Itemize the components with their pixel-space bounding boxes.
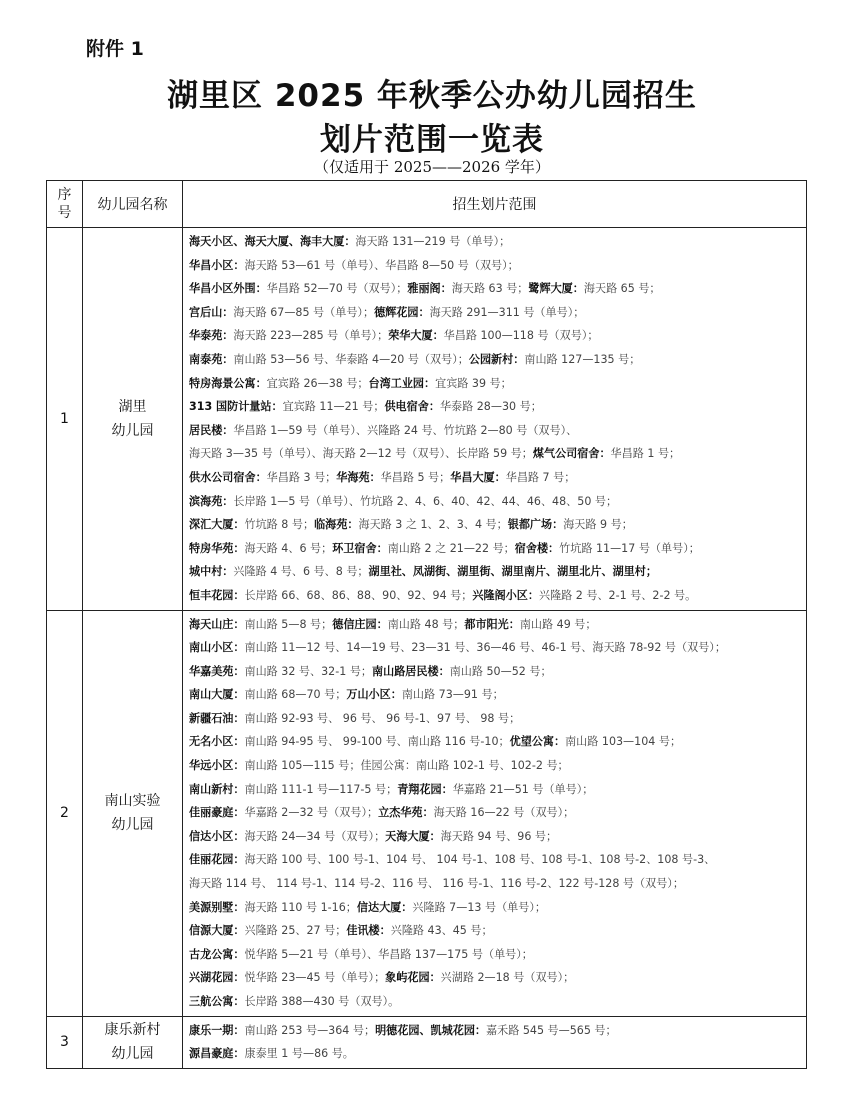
community-name: 佳丽豪庭： — [189, 806, 245, 820]
address-range: 海天路 114 号、 114 号-1、114 号-2、116 号、 116 号-1、116 号-2、122 号-128 号（双号）； — [189, 877, 684, 891]
address-range: 海天路 63 号； — [451, 282, 529, 296]
address-range: 海天路 65 号； — [583, 282, 661, 296]
range-line — [189, 254, 802, 278]
range-line — [189, 277, 802, 301]
community-name: 立杰华苑： — [378, 806, 434, 820]
community-name: 美源别墅： — [189, 900, 245, 914]
address-range: 华嘉路 21—51 号（单号）； — [452, 782, 594, 796]
address-range: 悦华路 5—21 号（单号）、华昌路 137—175 号（单号）； — [244, 947, 533, 961]
community-name: 恒丰花园： — [189, 588, 245, 602]
community-name: 供水公司宿舍： — [189, 470, 267, 484]
address-range: 海天路 291—311 号（单号）； — [429, 305, 585, 319]
community-name: 临海苑： — [314, 518, 359, 532]
address-range: 海天路 3 之 1、2、3、4 号； — [358, 518, 508, 532]
community-name: 象屿花园： — [385, 971, 441, 985]
range-line — [189, 513, 802, 537]
community-name: 华昌小区外围： — [189, 282, 267, 296]
address-range: 海天路 110 号 1-16； — [244, 900, 357, 914]
community-name: 鹭辉大厦： — [528, 282, 584, 296]
address-range: 南山路 105—115 号；佳园公寓：南山路 102-1 号、102-2 号； — [244, 759, 569, 773]
address-range: 海天路 100 号、100 号-1、104 号、 104 号-1、108 号、108 号-1、108 号-2、108 号-3、 — [244, 853, 716, 867]
community-name: 华泰苑： — [189, 329, 234, 343]
community-name: 天海大厦： — [385, 829, 441, 843]
range-line — [189, 1042, 802, 1066]
kindergarten-name: 湖里 幼儿园 — [83, 228, 183, 611]
address-range: 南山路 127—135 号； — [524, 352, 641, 366]
address-range: 南山路 111-1 号—117-5 号； — [244, 782, 398, 796]
community-name: 特房海景公寓： — [189, 376, 267, 390]
address-range: 华昌路 3 号； — [266, 470, 337, 484]
address-range: 南山路 73—91 号； — [401, 688, 504, 702]
address-range: 海天路 24—34 号（双号）； — [244, 829, 386, 843]
subtitle: （仅适用于 2025——2026 学年） — [314, 158, 550, 176]
community-name: 公园新村： — [468, 352, 525, 366]
community-name: 华昌小区： — [189, 258, 245, 272]
community-name: 海天小区、海天大厦、海丰大厦： — [189, 235, 356, 248]
page-title-line1: 湖里区 2025 年秋季公办幼儿园招生 — [167, 78, 697, 114]
table-row — [47, 610, 807, 1016]
range-line — [189, 707, 802, 731]
community-name: 三航公寓： — [189, 995, 245, 1008]
address-range: 海天路 16—22 号（双号）； — [433, 806, 575, 820]
page-title-line2: 划片范围一览表 — [320, 122, 544, 158]
community-name: 雅丽阁： — [407, 282, 452, 296]
address-range: 长岸路 388—430 号（双号）。 — [244, 995, 400, 1008]
community-name: 宫后山： — [189, 305, 234, 319]
address-range: 南山路 253 号—364 号； — [244, 1023, 376, 1037]
community-name: 特房华苑： — [189, 541, 245, 555]
table-body — [47, 228, 807, 1069]
community-name: 湖里社、凤湖街、湖里街、湖里南片、湖里北片、湖里村； — [368, 565, 657, 579]
address-range: 南山路 5—8 号； — [244, 617, 333, 631]
range-line — [189, 990, 802, 1014]
address-range: 兴湖路 2—18 号（双号）； — [440, 971, 575, 985]
community-name: 信源大厦： — [189, 924, 245, 938]
range-line — [189, 896, 802, 920]
community-name: 供电宿舍： — [384, 400, 440, 414]
range-line — [189, 230, 802, 254]
range-line — [189, 919, 802, 943]
address-range: 海天路 4、6 号； — [244, 541, 333, 555]
address-range: 华昌路 1—59 号（单号）、兴隆路 24 号、竹坑路 2—80 号（双号）、 — [233, 423, 578, 437]
address-range: 长岸路 66、68、86、88、90、92、94 号； — [244, 588, 473, 602]
range-line — [189, 301, 802, 325]
address-range: 悦华路 23—45 号（单号）； — [244, 971, 386, 985]
row-seq: 1 — [47, 228, 83, 611]
community-name: 都市阳光： — [464, 617, 520, 631]
range-line — [189, 490, 802, 514]
enrollment-range — [183, 1016, 807, 1068]
community-name: 荣华大厦： — [388, 329, 444, 343]
community-name: 环卫宿舍： — [332, 541, 388, 555]
community-name: 宿舍楼： — [514, 541, 560, 555]
community-name: 313 国防计量站： — [189, 400, 283, 414]
community-name: 兴湖花园： — [189, 971, 245, 985]
address-range: 竹坑路 11—17 号（单号）； — [559, 541, 700, 555]
community-name: 德信庄园： — [332, 617, 388, 631]
address-range: 竹坑路 8 号； — [244, 518, 315, 532]
community-name: 台湾工业园： — [368, 376, 436, 390]
community-name: 优望公寓： — [509, 735, 566, 749]
enrollment-range — [183, 228, 807, 611]
community-name: 煤气公司宿舍： — [532, 447, 611, 461]
range-line — [189, 442, 802, 466]
community-name: 新疆石油： — [189, 711, 245, 725]
row-seq: 3 — [47, 1016, 83, 1068]
community-name: 南山新村： — [189, 782, 245, 796]
range-line — [189, 613, 802, 637]
address-range: 南山路 11—12 号、14—19 号、23—31 号、36—46 号、46-1 号、海天路 78-92 号（双号）； — [244, 641, 726, 655]
community-name: 古龙公寓： — [189, 947, 245, 961]
table-row — [47, 228, 807, 611]
community-name: 华海苑： — [336, 470, 381, 484]
address-range: 兴隆路 43、45 号； — [390, 924, 493, 938]
range-line — [189, 324, 802, 348]
address-range: 南山路 53—56 号、华泰路 4—20 号（双号）； — [233, 352, 469, 366]
community-name: 明德花园、凯城花园： — [375, 1023, 487, 1037]
community-name: 南山小区： — [189, 641, 245, 655]
range-line — [189, 825, 802, 849]
community-name: 南泰苑： — [189, 352, 234, 366]
community-name: 佳丽花园： — [189, 853, 245, 867]
address-range: 海天路 131—219 号（单号）； — [355, 235, 511, 248]
range-line — [189, 537, 802, 561]
range-line — [189, 560, 802, 584]
community-name: 滨海苑： — [189, 494, 234, 508]
kindergarten-name: 康乐新村 幼儿园 — [83, 1016, 183, 1068]
range-line — [189, 1019, 802, 1043]
range-line — [189, 778, 802, 802]
header-range: 招生划片范围 — [183, 181, 807, 228]
community-name: 居民楼： — [189, 423, 234, 437]
address-range: 华昌路 1 号； — [610, 447, 681, 461]
community-name: 银都广场： — [507, 518, 564, 532]
range-line — [189, 801, 802, 825]
address-range: 海天路 67—85 号（单号）； — [233, 305, 375, 319]
address-range: 宜宾路 26—38 号； — [266, 376, 369, 390]
community-name: 华昌大厦： — [450, 470, 506, 484]
range-line — [189, 848, 802, 872]
community-name: 源昌豪庭： — [189, 1047, 245, 1061]
community-name: 万山小区： — [346, 688, 402, 702]
address-range: 康泰里 1 号—86 号。 — [244, 1047, 354, 1061]
address-range: 宜宾路 39 号； — [435, 376, 512, 390]
range-line — [189, 348, 802, 372]
address-range: 南山路 32 号、32-1 号； — [244, 664, 373, 678]
address-range: 南山路 50—52 号； — [449, 664, 552, 678]
community-name: 南山路居民楼： — [372, 664, 450, 678]
address-range: 兴隆路 4 号、6 号、8 号； — [233, 565, 369, 579]
range-line — [189, 636, 802, 660]
address-range: 兴隆路 25、27 号； — [244, 924, 347, 938]
kindergarten-name: 南山实验 幼儿园 — [83, 610, 183, 1016]
address-range: 南山路 92-93 号、 96 号、 96 号-1、97 号、 98 号； — [244, 711, 521, 725]
range-line — [189, 754, 802, 778]
range-line — [189, 683, 802, 707]
table-header-row — [47, 181, 807, 228]
community-name: 无名小区： — [189, 735, 245, 749]
address-range: 嘉禾路 545 号—565 号； — [486, 1023, 617, 1037]
address-range: 海天路 94 号、96 号； — [440, 829, 558, 843]
enrollment-range — [183, 610, 807, 1016]
address-range: 海天路 53—61 号（单号）、华昌路 8—50 号（双号）； — [244, 258, 519, 272]
address-range: 华昌路 7 号； — [505, 470, 576, 484]
community-name: 佳讯楼： — [346, 924, 391, 938]
community-name: 康乐一期： — [189, 1023, 245, 1037]
community-name: 华嘉美苑： — [189, 664, 245, 678]
address-range: 南山路 68—70 号； — [244, 688, 347, 702]
address-range: 海天路 9 号； — [563, 518, 633, 532]
community-name: 城中村： — [189, 565, 234, 579]
address-range: 华泰路 28—30 号； — [439, 400, 542, 414]
header-seq: 序 号 — [47, 181, 83, 228]
range-line — [189, 966, 802, 990]
community-name: 南山大厦： — [189, 688, 245, 702]
range-line — [189, 372, 802, 396]
address-range: 海天路 3—35 号（单号）、海天路 2—12 号（双号）、长岸路 59 号； — [189, 447, 533, 461]
attachment-label: 附件 1 — [86, 38, 144, 60]
address-range: 长岸路 1—5 号（单号）、竹坑路 2、4、6、40、42、44、46、48、50 号； — [233, 494, 618, 508]
address-range: 南山路 94-95 号、 99-100 号、南山路 116 号-10； — [244, 735, 510, 749]
community-name: 信达大厦： — [356, 900, 413, 914]
range-line — [189, 943, 802, 967]
community-name: 信达小区： — [189, 829, 245, 843]
community-name: 德辉花园： — [374, 305, 430, 319]
community-name: 兴隆阁小区： — [472, 588, 539, 602]
address-range: 海天路 223—285 号（单号）； — [233, 329, 389, 343]
range-line — [189, 660, 802, 684]
range-line — [189, 395, 802, 419]
address-range: 南山路 48 号； — [387, 617, 465, 631]
address-range: 兴隆路 7—13 号（单号）； — [412, 900, 546, 914]
range-line — [189, 466, 802, 490]
range-line — [189, 419, 802, 443]
range-line — [189, 872, 802, 896]
community-name: 华远小区： — [189, 759, 245, 773]
community-name: 深汇大厦： — [189, 518, 245, 532]
community-name: 海天山庄： — [189, 617, 245, 631]
address-range: 兴隆路 2 号、2-1 号、2-2 号。 — [538, 588, 697, 602]
address-range: 华嘉路 2—32 号（双号）； — [244, 806, 379, 820]
address-range: 南山路 49 号； — [519, 617, 597, 631]
address-range: 华昌路 52—70 号（双号）； — [266, 282, 408, 296]
enrollment-table — [46, 180, 807, 1069]
range-line — [189, 730, 802, 754]
table-row — [47, 1016, 807, 1068]
address-range: 南山路 103—104 号； — [565, 735, 682, 749]
address-range: 南山路 2 之 21—22 号； — [387, 541, 515, 555]
address-range: 宜宾路 11—21 号； — [282, 400, 385, 414]
address-range: 华昌路 5 号； — [380, 470, 451, 484]
header-name: 幼儿园名称 — [83, 181, 183, 228]
address-range: 华昌路 100—118 号（双号）； — [443, 329, 599, 343]
community-name: 青翔花园： — [397, 782, 453, 796]
row-seq: 2 — [47, 610, 83, 1016]
range-line — [189, 584, 802, 608]
